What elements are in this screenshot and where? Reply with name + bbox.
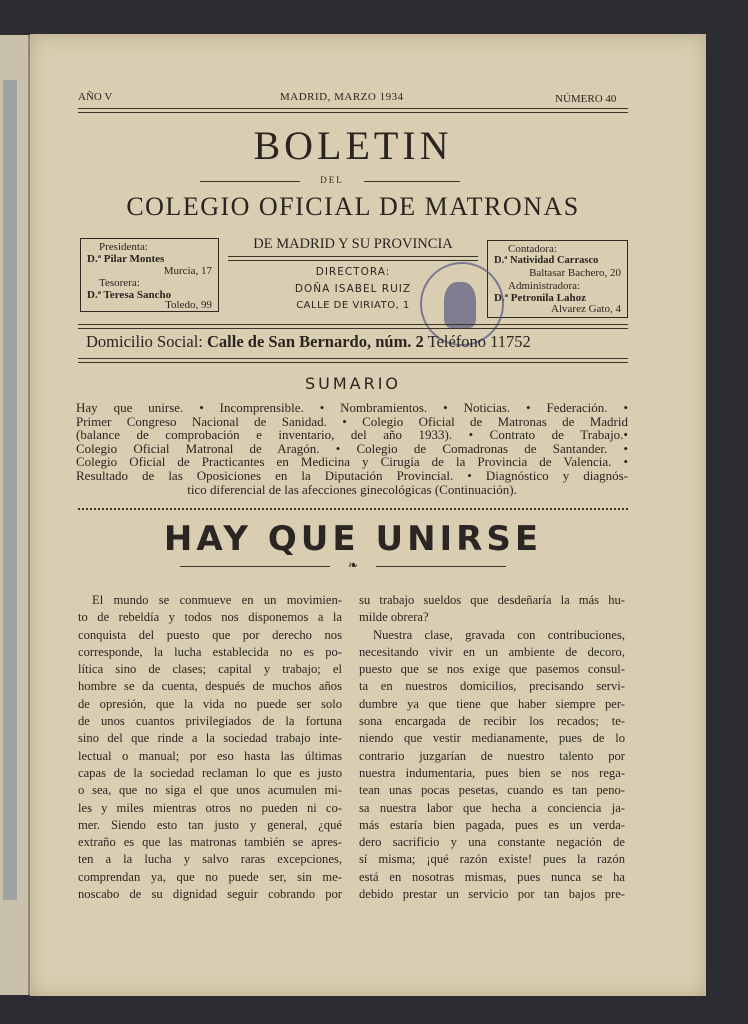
domicile-line: [86, 332, 531, 352]
article-line: tean unas pocas pesetas, cuando es tan peno-: [359, 783, 625, 798]
domicile-address: Calle de San Bernardo, núm. 2: [207, 332, 424, 351]
article-line: lítica sino de clases; capital y trabajo; el: [78, 662, 342, 677]
article-line: capas de la sociedad reclaman lo que es justo: [78, 765, 342, 780]
article-line: sí misma; ¡qué razón existe! pues la razón: [359, 852, 625, 867]
summary-line: Hay que unirse. • Incomprensible. • Nombramientos. • Noticias. • Federación. •: [76, 400, 628, 415]
ornament-rule-right: [376, 566, 506, 567]
article-line: de unos cuantos privilegiados de la fortuna: [78, 714, 342, 729]
article-line: conquista del puesto que por derecho nos: [78, 627, 342, 642]
article-line: de opresión, que la vida no puede ser solo: [78, 696, 342, 711]
article-line: El mundo se conmueve en un movimien-: [92, 593, 342, 607]
article-line: dero sacrificio y una constante negación de: [359, 835, 625, 850]
article-line: necesitando vivir en un ambiente de decoro,: [359, 644, 625, 659]
article-line: to de rebeldía y todos nos disponemos a la: [78, 610, 342, 625]
article-line: debido prestar un servicio por tan bajos pre-: [359, 887, 625, 902]
article-line: nuestra indumentaria, pues bien se nos rega-: [359, 765, 625, 780]
administrator-label: Administradora:: [508, 280, 581, 292]
summary-line: (balance de comprobación e inventario, del año 1933). • Contrato de Trabajo.•: [76, 427, 628, 443]
article-line: hombre se da cuenta, después de muchos años: [78, 679, 342, 694]
article-line: niendo que vestir medianamente, pues de lo: [359, 731, 625, 746]
article-line: está en nosotras mismas, pues nunca se ha: [359, 869, 625, 884]
article-line: más estaría bien pagada, pues es un verda-: [359, 817, 625, 832]
newsletter-page: [30, 34, 706, 996]
article-column-right: [359, 592, 625, 903]
accountant-name: D.ª Natividad Carrasco: [494, 255, 599, 266]
article-line: extraño es que las matronas también se apres-: [78, 835, 342, 850]
accountant-label: Contadora:: [508, 243, 557, 255]
masthead-title: BOLETIN: [253, 123, 453, 168]
article-line: contrario juzgarían de nuestro talento por: [359, 748, 625, 763]
officers-box-left: [80, 238, 219, 312]
article-line: milde obrera?: [359, 610, 429, 625]
masthead-province: DE MADRID Y SU PROVINCIA: [253, 236, 453, 252]
header-rule: [78, 108, 628, 113]
article-line: dumbre ya que tiene que haber siempre per-: [359, 696, 625, 711]
summary-line: Colegio Oficial Matronal de Aragón. • Colegio de Comadronas de Santander. •: [76, 440, 628, 456]
del-rule-left: [200, 181, 300, 182]
article-line: les y miles mientras otros no pueden ni co-: [78, 800, 342, 815]
treasurer-address: Toledo, 99: [165, 299, 212, 311]
article-line: comprendan ya, que no puede ser, sin me-: [78, 869, 342, 884]
domicile-rule-top: [78, 324, 628, 329]
article-line: ten a la lucha y salvo raras excepciones,: [78, 852, 342, 867]
president-address: Murcia, 17: [163, 265, 212, 277]
article-line: sino del que rinde a la sociedad trabajo inte-: [78, 731, 342, 746]
article-line: o sea, que no siga el que unos acumulen mi-: [78, 783, 342, 798]
article-column-left: [78, 592, 342, 903]
article-line: Nuestra clase, gravada con contribuciones,: [373, 627, 625, 642]
issue-year: AÑO V: [78, 91, 113, 103]
article-line: ta en nuestros domicilios, precisando servi-: [359, 679, 625, 694]
ornament-icon: ❧: [347, 558, 359, 572]
president-name: D.ª Pilar Montes: [87, 253, 165, 265]
administrator-address: Alvarez Gato, 4: [551, 303, 621, 315]
president-label: Presidenta:: [99, 241, 148, 253]
director-address: CALLE DE VIRIATO, 1: [296, 300, 410, 311]
masthead-del: DEL: [320, 175, 344, 185]
summary-line: Colegio Oficial de Practicantes en Medicina y Cirugía de la Provincia de Valencia. •: [76, 454, 628, 470]
issue-date: MADRID, MARZO 1934: [280, 91, 404, 103]
issue-number: NÚMERO 40: [555, 93, 617, 105]
summary-heading: SUMARIO: [304, 374, 402, 393]
article-line: mer. Siendo esto tan justo y general, ¿qué: [78, 817, 342, 832]
article-headline: HAY QUE UNIRSE: [163, 519, 543, 559]
ornament-rule-left: [180, 566, 330, 567]
del-rule-right: [364, 181, 460, 182]
masthead-subtitle: COLEGIO OFICIAL DE MATRONAS: [126, 192, 580, 221]
article-line: sa nuestra labor que hecha a conciencia ja-: [359, 800, 625, 815]
director-name: DOÑA ISABEL RUIZ: [294, 283, 412, 295]
treasurer-label: Tesorera:: [99, 277, 140, 289]
article-line: corresponde, la lucha establecida no es po-: [78, 644, 342, 659]
domicile-rule-bottom: [78, 358, 628, 363]
article-line: su trabajo sueldos que desdeñaría la más hu-: [359, 593, 625, 607]
director-label: DIRECTORA:: [315, 266, 391, 278]
summary-line: tico diferencial de las afecciones ginecológicas (Continuación).: [187, 481, 517, 497]
province-rule: [228, 256, 478, 261]
administrator-name: D.ª Petronila Lahoz: [494, 292, 587, 304]
treasurer-name: D.ª Teresa Sancho: [87, 289, 172, 301]
officers-box-right: [487, 240, 628, 318]
domicile-phone: Teléfono 11752: [427, 332, 531, 351]
domicile-label: Domicilio Social:: [86, 332, 203, 351]
library-stamp-figure: [444, 282, 476, 328]
article-line: noscabo de su dignidad seguir cobrando por: [78, 887, 342, 902]
summary-rule: [78, 508, 628, 510]
summary-line: Primer Congreso Nacional de Sanidad. • Colegio Oficial de Matronas de Madrid: [76, 413, 628, 429]
article-line: sona encargada de recibir los recados; te-: [359, 714, 625, 729]
accountant-address: Baltasar Bachero, 20: [529, 267, 621, 279]
article-line: puesto que se nos exige que pasemos consul-: [359, 662, 625, 677]
summary-line: Resultado de las Oposiciones en la Diputación Provincial. • Diagnóstico y diagnós-: [76, 467, 628, 483]
adjacent-page-strip: [3, 80, 17, 900]
summary-list: [76, 401, 628, 496]
article-line: lectual o manual; por eso hasta las últimas: [78, 748, 342, 763]
